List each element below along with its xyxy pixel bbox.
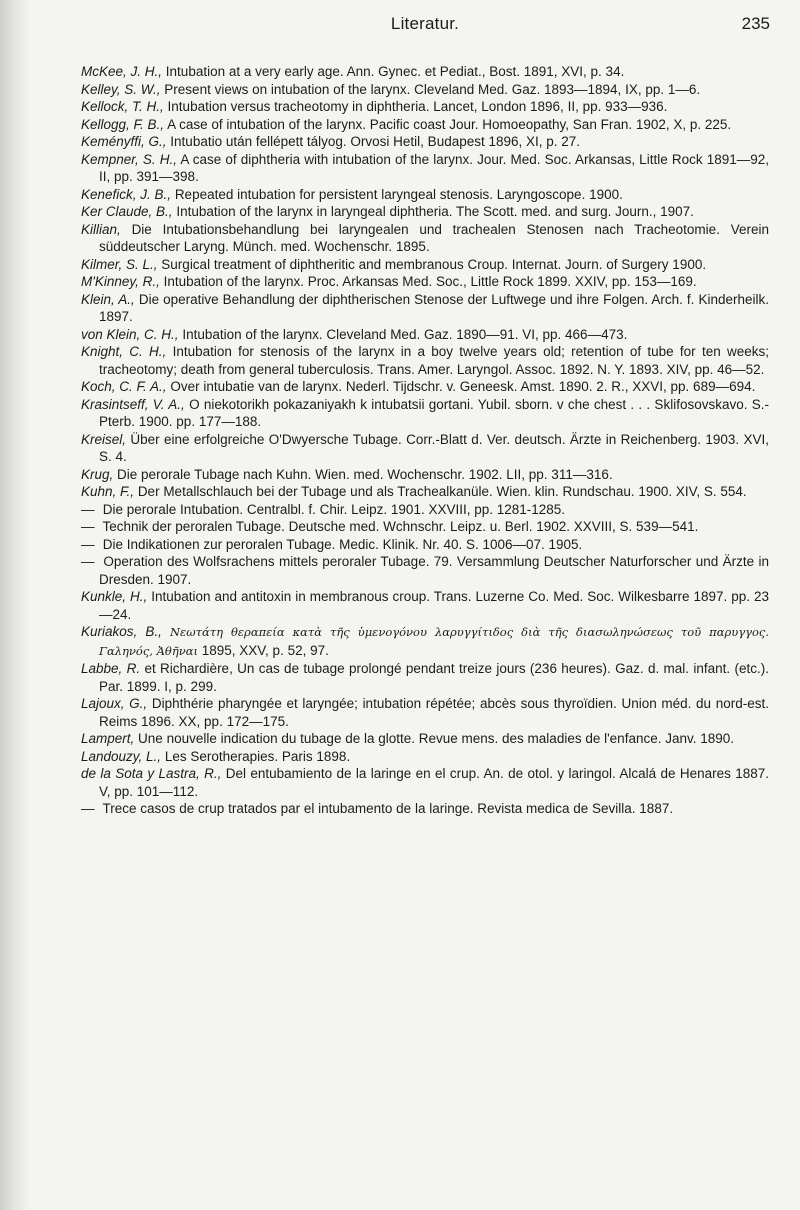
entry-author: Klein, A.,	[81, 291, 135, 307]
entry-author: M'Kinney, R.,	[81, 274, 160, 289]
bibliography-entry	[81, 81, 769, 99]
entry-text: Intubation for stenosis of the larynx in a boy twelve years old; retention of tube for ten weeks; tracheotomy; death from general tuberculosis. Trans. Amer. Laryngol. Assoc. 1892. N. Y. 1893. XIV, pp. 46—52.	[99, 344, 769, 377]
entry-author: de la Sota y Lastra, R.,	[81, 766, 222, 781]
entry-text: Intubatio után fellépett tályog. Orvosi Hetil, Budapest 1896, XI, p. 27.	[170, 134, 581, 149]
entry-text: Die Indikationen zur peroralen Tubage. Medic. Klinik. Nr. 40. S. 1006—07. 1905.	[102, 536, 583, 552]
bibliography-entry	[81, 343, 769, 378]
entry-text: Surgical treatment of diphtheritic and membranous Croup. Internat. Journ. of Surgery 1900.	[161, 256, 707, 272]
entry-author: Labbe, R.	[81, 661, 141, 676]
entry-author: Kelley, S. W.,	[81, 81, 161, 97]
entry-author: Kreisel,	[81, 431, 127, 447]
bibliography-list	[81, 63, 769, 818]
ditto-dash: —	[81, 519, 95, 534]
entry-author: Koch, C. F. A.,	[81, 379, 167, 394]
entry-greek-title: Νεωτάτη θεραπεία κατὰ τῆς ὑμενογόνου λαρυγγίτιδος διὰ τῆς διασωληνώσεως τοῦ παρυγγος. Γαληνός, Ἀθῆναι	[99, 625, 769, 658]
entry-author: Keményffi, G.,	[81, 134, 167, 149]
bibliography-entry	[81, 133, 769, 151]
entry-author: Kilmer, S. L.,	[81, 256, 158, 272]
entry-text: Intubation at a very early age. Ann. Gynec. et Pediat., Bost. 1891, XVI, p. 34.	[165, 64, 625, 79]
bibliography-entry	[81, 431, 769, 466]
entry-text: Intubation of the larynx. Cleveland Med. Gaz. 1890—91. VI, pp. 466—473.	[182, 326, 628, 342]
bibliography-entry	[81, 203, 769, 221]
bibliography-entry	[81, 273, 769, 291]
bibliography-entry	[81, 221, 769, 256]
entry-author: McKee, J. H.,	[81, 64, 163, 79]
bibliography-entry	[81, 116, 769, 134]
entry-text: Über eine erfolgreiche O'Dwyersche Tubage. Corr.-Blatt d. Ver. deutsch. Ärzte in Reichenberg. 1903. XVI, S. 4.	[99, 431, 769, 464]
ditto-dash: —	[81, 536, 95, 552]
page-edge-shadow	[0, 0, 30, 1210]
entry-text: Der Metallschlauch bei der Tubage und als Trachealkanüle. Wien. klin. Rundschau. 1900. XIV, S. 554.	[137, 484, 747, 499]
entry-author: Lajoux, G.,	[81, 696, 148, 711]
entry-text: Les Serotherapies. Paris 1898.	[164, 748, 351, 764]
bibliography-entry	[81, 800, 769, 818]
entry-text: Present views on intubation of the larynx. Cleveland Med. Gaz. 1893—1894, IX, pp. 1—6.	[164, 81, 701, 97]
entry-text: Over intubatie van de larynx. Nederl. Tijdschr. v. Geneesk. Amst. 1890. 2. R., XXVI, pp. 689—694.	[170, 379, 756, 394]
bibliography-entry	[81, 518, 769, 536]
entry-author: Krasintseff, V. A.,	[81, 396, 185, 412]
entry-text: 1895, XXV, p. 52, 97.	[201, 642, 329, 658]
entry-text: Die Intubationsbehandlung bei laryngealen und trachealen Stenosen nach Tracheotomie. Verein süddeutscher Laryng. Münch. med. Wochenschr. 1895.	[99, 221, 769, 254]
bibliography-entry	[81, 501, 769, 519]
entry-text: Operation des Wolfsrachens mittels peroraler Tubage. 79. Versammlung Deutscher Naturforscher und Ärzte in Dresden. 1907.	[99, 554, 769, 587]
entry-author: Kempner, S. H.,	[81, 151, 178, 167]
entry-text: Repeated intubation for persistent laryngeal stenosis. Laryngoscope. 1900.	[174, 186, 623, 202]
entry-author: Kellock, T. H.,	[81, 99, 164, 114]
page-number: 235	[741, 14, 770, 33]
bibliography-entry	[81, 378, 769, 396]
page-header	[80, 14, 770, 44]
bibliography-entry	[81, 63, 769, 81]
ditto-dash: —	[81, 554, 95, 569]
entry-text: Die perorale Intubation. Centralbl. f. Chir. Leipz. 1901. XXVIII, pp. 1281-1285.	[102, 501, 566, 517]
entry-author: Kenefick, J. B.,	[81, 186, 172, 202]
entry-author: Kellogg, F. B.,	[81, 116, 165, 132]
bibliography-entry	[81, 256, 769, 274]
running-title: Literatur.	[390, 14, 460, 33]
entry-author: Ker Claude, B.,	[81, 204, 173, 219]
entry-author: Lampert,	[81, 731, 135, 746]
bibliography-entry	[81, 730, 769, 748]
entry-text: A case of intubation of the larynx. Pacific coast Jour. Homoeopathy, San Fran. 1902, X, p. 225.	[167, 116, 732, 132]
entry-text: Technik der peroralen Tubage. Deutsche med. Wchnschr. Leipz. u. Berl. 1902. XXVIII, S. 539—541.	[102, 519, 699, 534]
entry-text: Intubation of the larynx in laryngeal diphtheria. The Scott. med. and surg. Journ., 1907.	[176, 204, 694, 219]
entry-text: Une nouvelle indication du tubage de la glotte. Revue mens. des maladies de l'enfance. Janv. 1890.	[138, 731, 735, 746]
bibliography-entry	[81, 588, 769, 623]
entry-text: Die perorale Tubage nach Kuhn. Wien. med. Wochenschr. 1902. LII, pp. 311—316.	[117, 466, 613, 482]
bibliography-entry	[81, 765, 769, 800]
entry-text: Intubation and antitoxin in membranous croup. Trans. Luzerne Co. Med. Soc. Wilkesbarre 1897. pp. 23—24.	[99, 589, 770, 622]
bibliography-entry	[81, 553, 769, 588]
entry-author: Killian,	[81, 221, 121, 237]
bibliography-entry	[81, 483, 769, 501]
entry-text: Trece casos de crup tratados par el intubamento de la laringe. Revista medica de Sevilla. 1887.	[102, 801, 674, 816]
entry-author: Kuriakos, B.,	[81, 624, 162, 639]
entry-author: Krug,	[81, 466, 114, 482]
bibliography-entry	[81, 326, 769, 344]
bibliography-entry	[81, 695, 769, 730]
entry-text: Del entubamiento de la laringe en el crup. An. de otol. y laringol. Alcalá de Henares 1887. V, pp. 101—112.	[99, 766, 769, 799]
bibliography-entry	[81, 748, 769, 766]
entry-text: Intubation versus tracheotomy in diphtheria. Lancet, London 1896, II, pp. 933—936.	[167, 99, 668, 114]
ditto-dash: —	[81, 501, 95, 517]
entry-text: A case of diphtheria with intubation of the larynx. Jour. Med. Soc. Arkansas, Little Rock 1891—92, II, pp. 391—398.	[99, 151, 769, 184]
bibliography-entry	[81, 536, 769, 554]
bibliography-entry	[81, 151, 769, 186]
entry-text: Intubation of the larynx. Proc. Arkansas Med. Soc., Little Rock 1899. XXIV, pp. 153—169.	[163, 274, 697, 289]
bibliography-entry	[81, 291, 769, 326]
bibliography-entry	[81, 466, 769, 484]
bibliography-entry	[81, 623, 769, 660]
entry-text: Die operative Behandlung der diphtherischen Stenose der Luftwege und ihre Folgen. Arch. f. Kinderheilk. 1897.	[99, 291, 769, 324]
entry-text: Diphthérie pharyngée et laryngée; intubation répétée; abcès sous thyroïdien. Union méd. du nord-est. Reims 1896. XX, pp. 172—175.	[99, 696, 769, 729]
entry-author: von Klein, C. H.,	[81, 326, 179, 342]
entry-author: Landouzy, L.,	[81, 748, 162, 764]
bibliography-entry	[81, 186, 769, 204]
bibliography-entry	[81, 396, 769, 431]
bibliography-entry	[81, 98, 769, 116]
ditto-dash: —	[81, 801, 95, 816]
entry-author: Kuhn, F.,	[81, 484, 135, 499]
entry-text: O niekotorikh pokazaniyakh k intubatsii gortani. Yubil. sborn. v che chest . . . Sklifosovskavo. S.-Pterb. 1900. pp. 177—188.	[99, 396, 769, 429]
entry-text: et Richardière, Un cas de tubage prolongé pendant treize jours (236 heures). Gaz. d. mal. infant. (etc.). Par. 1899. I, p. 299.	[99, 661, 769, 694]
bibliography-entry	[81, 660, 769, 695]
entry-author: Kunkle, H.,	[81, 589, 148, 604]
entry-author: Knight, C. H.,	[81, 344, 167, 359]
